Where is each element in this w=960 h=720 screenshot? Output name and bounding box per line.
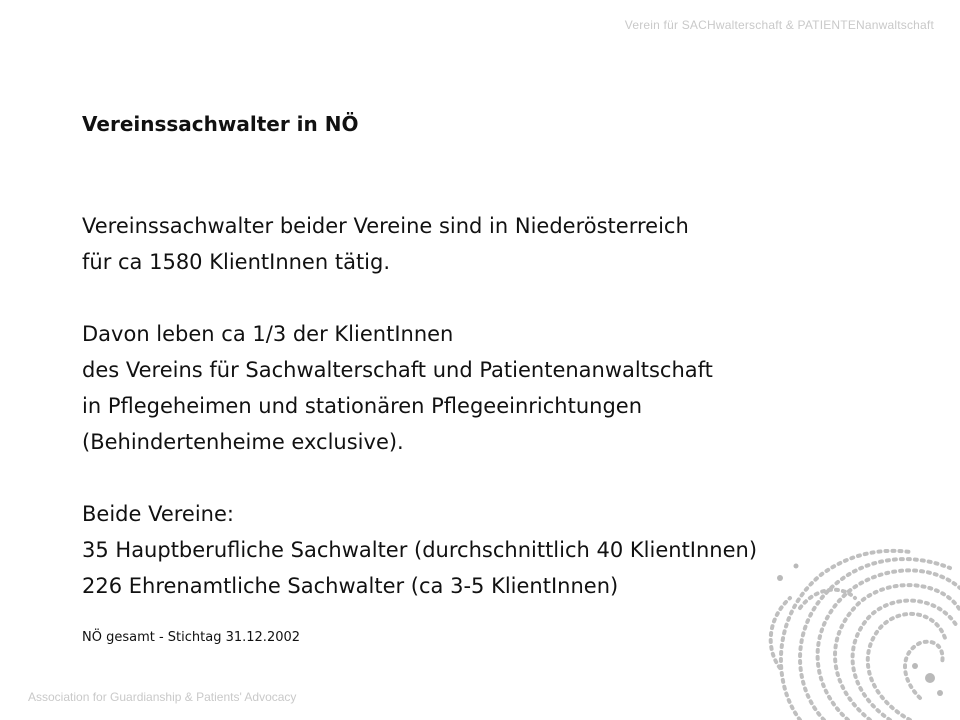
swirl-pattern-icon: [760, 548, 960, 720]
header-organization: Verein für SACHwalterschaft & PATIENTENanwaltschaft: [624, 18, 934, 32]
paragraph-care-homes: [82, 316, 902, 460]
paragraph-clients: [82, 208, 902, 280]
text-line: Vereinssachwalter beider Vereine sind in Niederösterreich: [82, 214, 689, 238]
text-line: 35 Hauptberufliche Sachwalter (durchschnittlich 40 KlientInnen): [82, 538, 758, 562]
footnote-total: NÖ gesamt - Stichtag 31.12.2002: [82, 630, 301, 645]
text-line: für ca 1580 KlientInnen tätig.: [82, 250, 391, 274]
slide-title: Vereinssachwalter in NÖ: [82, 112, 359, 136]
footer-organization: Association for Guardianship & Patients' Advocacy: [28, 690, 297, 704]
text-line: Beide Vereine:: [82, 502, 234, 526]
text-line: (Behindertenheime exclusive).: [82, 430, 404, 454]
text-line: des Vereins für Sachwalterschaft und Patientenanwaltschaft: [82, 358, 713, 382]
text-line: in Pflegeheimen und stationären Pflegeeinrichtungen: [82, 394, 643, 418]
text-line: 226 Ehrenamtliche Sachwalter (ca 3-5 KlientInnen): [82, 574, 619, 598]
text-line: Davon leben ca 1/3 der KlientInnen: [82, 322, 454, 346]
slide-body: [82, 208, 902, 604]
